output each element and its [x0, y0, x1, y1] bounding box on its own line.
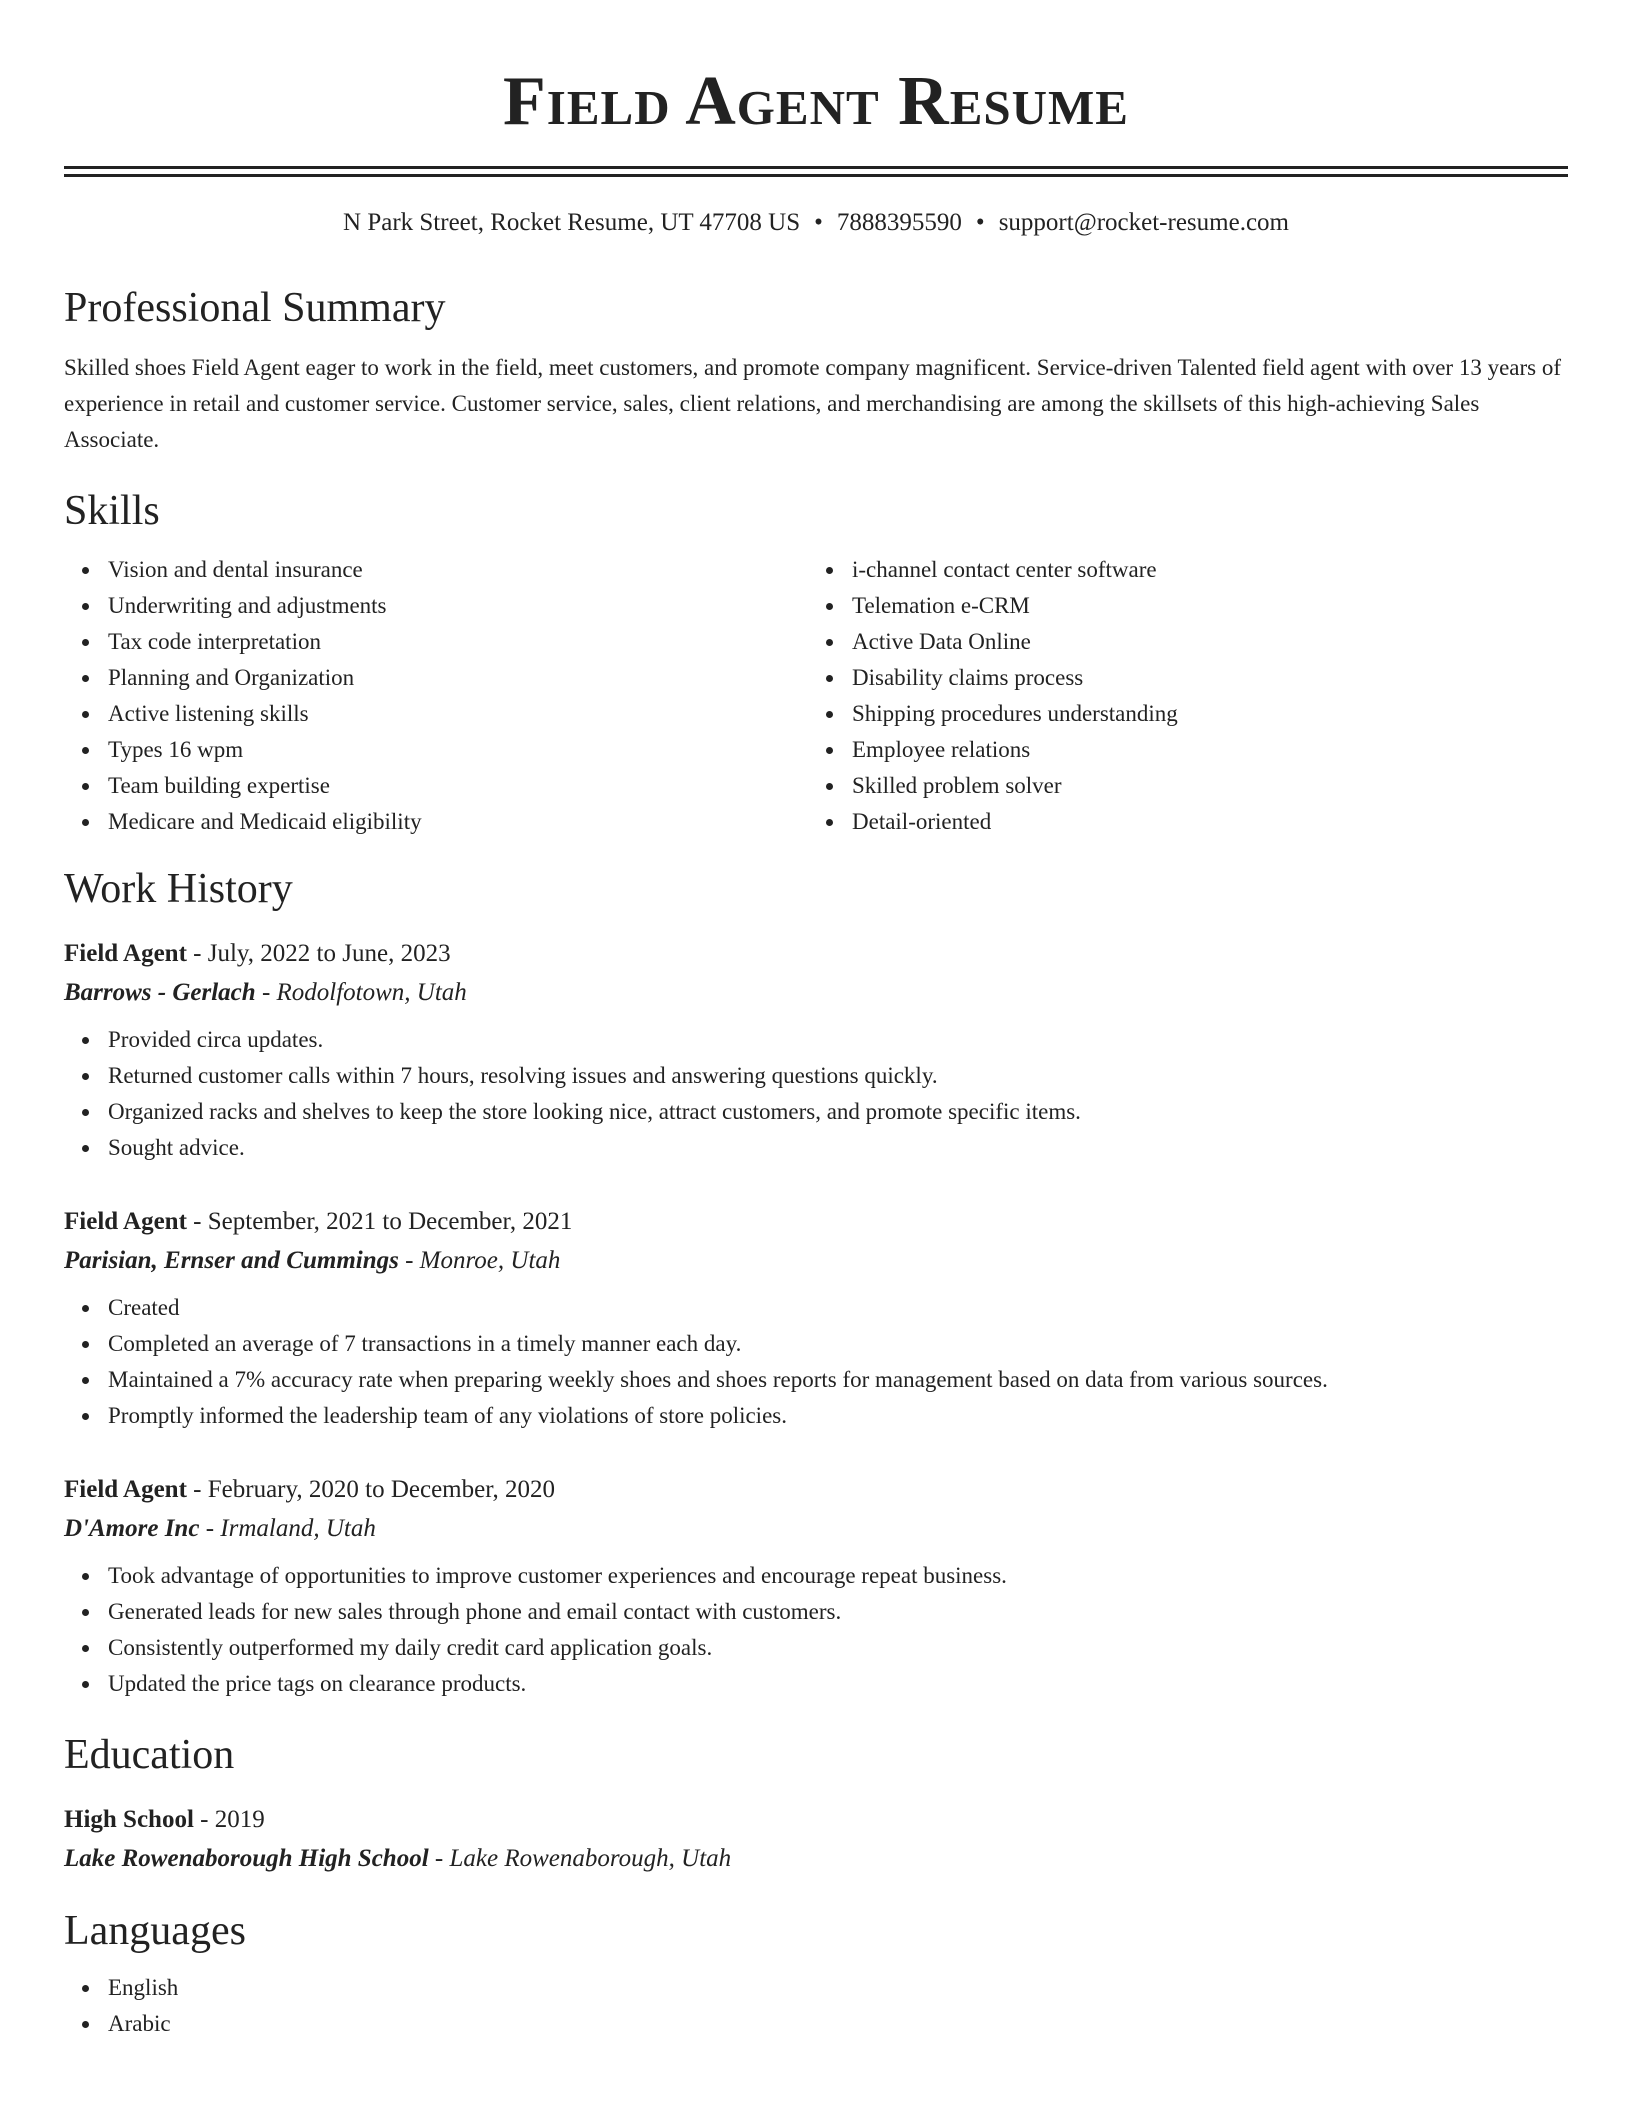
- job-title-line: [64, 1202, 1568, 1241]
- job-location: Monroe, Utah: [419, 1247, 561, 1274]
- job-bullet: Promptly informed the leadership team of any violations of store policies.: [64, 1398, 1568, 1434]
- job-location: Rodolfotown, Utah: [276, 979, 467, 1006]
- skill-item: Shipping procedures understanding: [808, 696, 1552, 732]
- contact-line: [64, 207, 1568, 239]
- job-bullet: Organized racks and shelves to keep the store looking nice, attract customers, and promote specific items.: [64, 1094, 1568, 1130]
- skills-list-right: [808, 552, 1552, 840]
- job-title: Field Agent: [64, 1208, 187, 1235]
- skill-item: Team building expertise: [64, 768, 808, 804]
- education-degree: High School: [64, 1806, 194, 1833]
- education-location: Lake Rowenaborough, Utah: [449, 1845, 732, 1872]
- skill-item: i-channel contact center software: [808, 552, 1552, 588]
- skills-columns: [64, 552, 1568, 840]
- job-separator: -: [199, 1515, 221, 1542]
- job-bullets: [64, 1558, 1568, 1702]
- languages-section: [64, 1906, 1568, 2042]
- job-bullet: Took advantage of opportunities to improve customer experiences and encourage repeat business.: [64, 1558, 1568, 1594]
- job-bullet: Returned customer calls within 7 hours, resolving issues and answering questions quickly.: [64, 1058, 1568, 1094]
- job-entry: [64, 1202, 1568, 1434]
- job-bullet: Consistently outperformed my daily credit card application goals.: [64, 1630, 1568, 1666]
- job-company: D'Amore Inc: [64, 1515, 200, 1542]
- contact-separator: •: [814, 209, 823, 236]
- job-bullet: Maintained a 7% accuracy rate when preparing weekly shoes and shoes reports for management based on data from various sources.: [64, 1362, 1568, 1398]
- job-dates: September, 2021 to December, 2021: [207, 1208, 573, 1235]
- job-separator: -: [398, 1247, 420, 1274]
- job-entry: [64, 934, 1568, 1166]
- language-item: Arabic: [64, 2006, 1568, 2042]
- skill-item: Disability claims process: [808, 660, 1552, 696]
- skill-item: Skilled problem solver: [808, 768, 1552, 804]
- job-separator: -: [186, 940, 208, 967]
- language-item: English: [64, 1970, 1568, 2006]
- job-company-line: [64, 1241, 1568, 1280]
- languages-heading: Languages: [64, 1908, 246, 1954]
- job-location: Irmaland, Utah: [220, 1515, 376, 1542]
- skill-item: Underwriting and adjustments: [64, 588, 808, 624]
- skill-item: Active listening skills: [64, 696, 808, 732]
- job-separator: -: [186, 1208, 208, 1235]
- job-bullet: Updated the price tags on clearance products.: [64, 1666, 1568, 1702]
- education-separator: -: [428, 1845, 450, 1872]
- job-dates: February, 2020 to December, 2020: [207, 1476, 556, 1503]
- job-company: Parisian, Ernser and Cummings: [64, 1247, 399, 1274]
- skill-item: Telemation e-CRM: [808, 588, 1552, 624]
- work-history-heading: Work History: [64, 866, 293, 912]
- job-title-line: [64, 934, 1568, 973]
- contact-phone: 7888395590: [836, 209, 962, 236]
- languages-list: [64, 1970, 1568, 2042]
- job-entry: [64, 1470, 1568, 1702]
- job-dates: July, 2022 to June, 2023: [207, 940, 451, 967]
- job-company: Barrows - Gerlach: [64, 979, 256, 1006]
- job-company-line: [64, 1509, 1568, 1548]
- job-bullet: Completed an average of 7 transactions in a timely manner each day.: [64, 1326, 1568, 1362]
- education-entry: [64, 1800, 1568, 1878]
- education-year: 2019: [214, 1806, 265, 1833]
- work-history-section: [64, 864, 1568, 1702]
- skill-item: Tax code interpretation: [64, 624, 808, 660]
- skill-item: Planning and Organization: [64, 660, 808, 696]
- job-bullets: [64, 1022, 1568, 1166]
- skills-section: [64, 486, 1568, 840]
- summary-text: Skilled shoes Field Agent eager to work in the field, meet customers, and promote company magnificent. Service-driven Talented field agent with over 13 years of experience in retail and customer service. Customer service, sales, client relations, and merchandising are among the skillsets of this high-achieving Sales Associate.: [64, 355, 1562, 452]
- education-school-line: [64, 1839, 1568, 1878]
- skill-item: Medicare and Medicaid eligibility: [64, 804, 808, 840]
- summary-heading: Professional Summary: [64, 285, 446, 331]
- resume-page: [64, 0, 1568, 2042]
- job-separator: -: [186, 1476, 208, 1503]
- title-double-rule: [64, 166, 1568, 177]
- job-company-line: [64, 973, 1568, 1012]
- skill-item: Types 16 wpm: [64, 732, 808, 768]
- education-degree-line: [64, 1800, 1568, 1839]
- job-bullet: Provided circa updates.: [64, 1022, 1568, 1058]
- job-title-line: [64, 1470, 1568, 1509]
- contact-separator: •: [975, 209, 985, 236]
- education-school: Lake Rowenaborough High School: [64, 1845, 429, 1872]
- skill-item: Active Data Online: [808, 624, 1552, 660]
- job-bullet: Sought advice.: [64, 1130, 1568, 1166]
- education-separator: -: [193, 1806, 215, 1833]
- skill-item: Employee relations: [808, 732, 1552, 768]
- job-bullet: Generated leads for new sales through phone and email contact with customers.: [64, 1594, 1568, 1630]
- job-separator: -: [255, 979, 277, 1006]
- job-bullet: Created: [64, 1290, 1568, 1326]
- contact-email: support@rocket-resume.com: [998, 209, 1289, 236]
- education-section: [64, 1730, 1568, 1878]
- skills-heading: Skills: [64, 488, 160, 534]
- professional-summary-section: [64, 283, 1568, 458]
- skill-item: Vision and dental insurance: [64, 552, 808, 588]
- job-title: Field Agent: [64, 1476, 187, 1503]
- skill-item: Detail-oriented: [808, 804, 1552, 840]
- job-title: Field Agent: [64, 940, 187, 967]
- job-bullets: [64, 1290, 1568, 1434]
- education-heading: Education: [64, 1732, 235, 1778]
- contact-address: N Park Street, Rocket Resume, UT 47708 US: [343, 209, 801, 236]
- resume-title: Field Agent Resume: [503, 63, 1129, 140]
- skills-list-left: [64, 552, 808, 840]
